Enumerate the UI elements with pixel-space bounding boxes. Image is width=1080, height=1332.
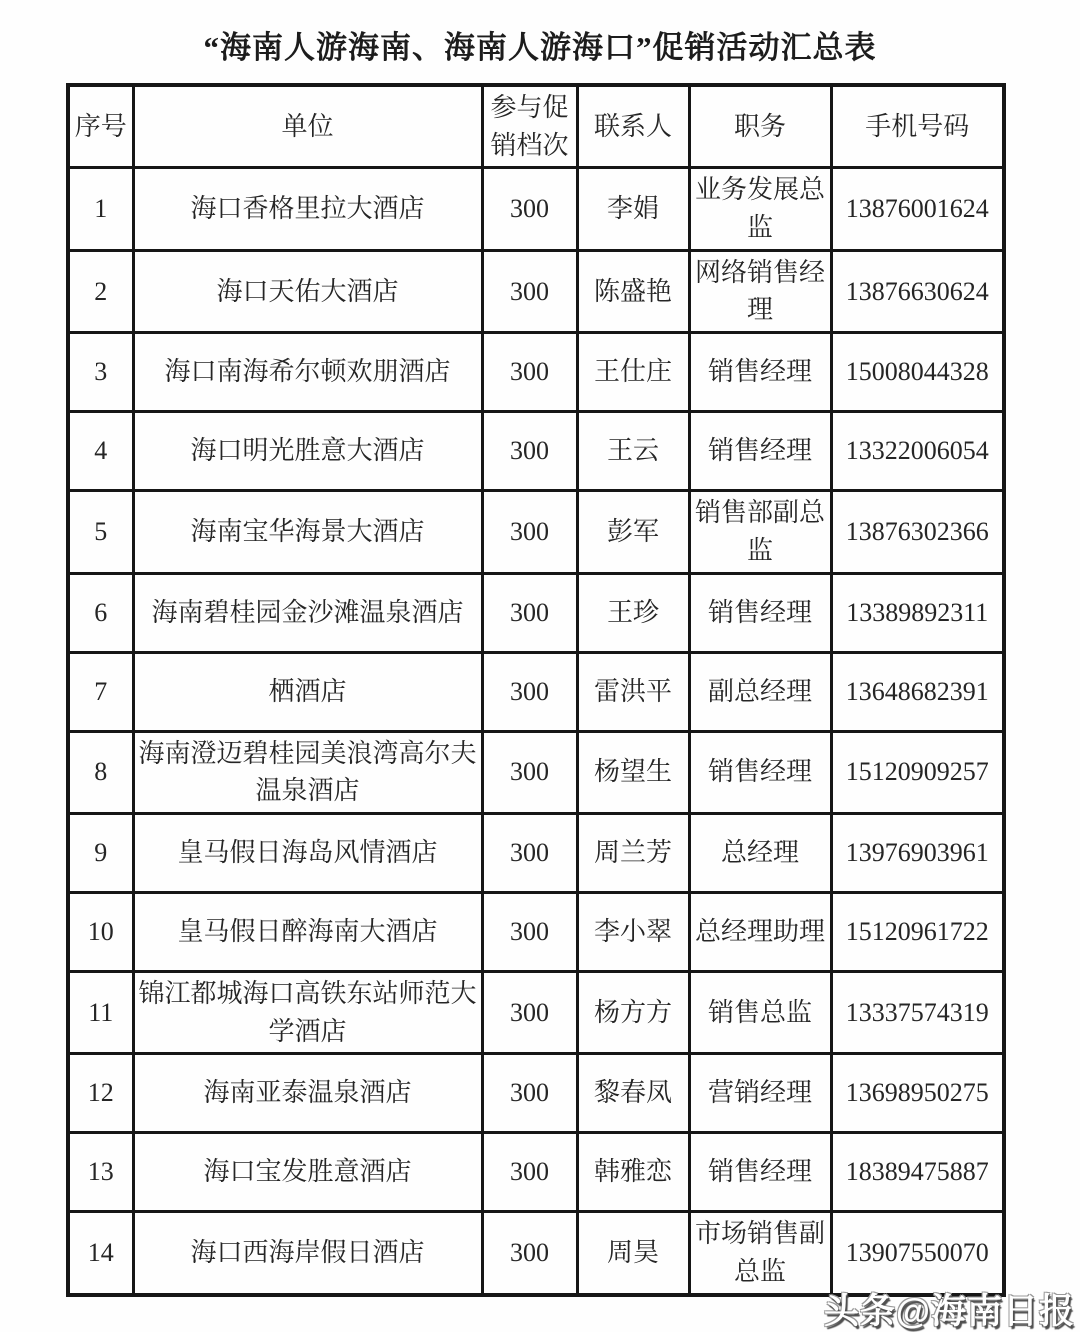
cell-tier: 300 (482, 971, 577, 1053)
header-unit: 单位 (133, 85, 482, 168)
cell-position: 总经理助理 (689, 892, 831, 971)
cell-phone: 15120909257 (831, 731, 1004, 813)
cell-unit: 栖酒店 (133, 652, 482, 731)
table-row (68, 1212, 1004, 1295)
cell-unit: 海南澄迈碧桂园美浪湾高尔夫温泉酒店 (133, 731, 482, 813)
table-row (68, 731, 1004, 813)
cell-seq: 14 (68, 1212, 133, 1295)
cell-seq: 6 (68, 573, 133, 652)
cell-phone: 13389892311 (831, 573, 1004, 652)
watermark: 头条@海南日报 (823, 1292, 1075, 1331)
cell-position: 总经理 (689, 813, 831, 892)
cell-contact: 韩雅恋 (577, 1133, 689, 1212)
cell-phone: 15008044328 (831, 333, 1004, 412)
cell-contact: 彭军 (577, 491, 689, 573)
cell-position: 销售部副总监 (689, 491, 831, 573)
cell-unit: 海口天佑大酒店 (133, 250, 482, 332)
cell-seq: 4 (68, 412, 133, 491)
cell-phone: 13876302366 (831, 491, 1004, 573)
cell-phone: 13337574319 (831, 971, 1004, 1053)
cell-tier: 300 (482, 412, 577, 491)
table-row (68, 333, 1004, 412)
cell-contact: 李娟 (577, 168, 689, 250)
table-row (68, 573, 1004, 652)
cell-seq: 2 (68, 250, 133, 332)
table-header-row (68, 85, 1004, 168)
cell-tier: 300 (482, 491, 577, 573)
cell-tier: 300 (482, 813, 577, 892)
cell-contact: 王仕庄 (577, 333, 689, 412)
header-seq: 序号 (68, 85, 133, 168)
cell-unit: 海口香格里拉大酒店 (133, 168, 482, 250)
cell-contact: 王云 (577, 412, 689, 491)
table-row (68, 1133, 1004, 1212)
cell-unit: 皇马假日醉海南大酒店 (133, 892, 482, 971)
cell-tier: 300 (482, 1133, 577, 1212)
cell-tier: 300 (482, 250, 577, 332)
cell-unit: 海口明光胜意大酒店 (133, 412, 482, 491)
table-row (68, 491, 1004, 573)
table-row (68, 652, 1004, 731)
cell-contact: 杨方方 (577, 971, 689, 1053)
cell-unit: 锦江都城海口高铁东站师范大学酒店 (133, 971, 482, 1053)
cell-tier: 300 (482, 168, 577, 250)
cell-position: 销售总监 (689, 971, 831, 1053)
cell-seq: 3 (68, 333, 133, 412)
cell-unit: 皇马假日海岛风情酒店 (133, 813, 482, 892)
cell-unit: 海口南海希尔顿欢朋酒店 (133, 333, 482, 412)
cell-position: 销售经理 (689, 333, 831, 412)
cell-phone: 18389475887 (831, 1133, 1004, 1212)
cell-contact: 李小翠 (577, 892, 689, 971)
header-position: 职务 (689, 85, 831, 168)
cell-phone: 15120961722 (831, 892, 1004, 971)
table-row (68, 168, 1004, 250)
cell-position: 业务发展总监 (689, 168, 831, 250)
cell-phone: 13876630624 (831, 250, 1004, 332)
cell-seq: 9 (68, 813, 133, 892)
page-title: “海南人游海南、海南人游海口”促销活动汇总表 (203, 30, 877, 65)
table-row (68, 892, 1004, 971)
cell-seq: 13 (68, 1133, 133, 1212)
cell-unit: 海南宝华海景大酒店 (133, 491, 482, 573)
header-tier: 参与促销档次 (482, 85, 577, 168)
table-row (68, 813, 1004, 892)
cell-position: 市场销售副总监 (689, 1212, 831, 1295)
cell-tier: 300 (482, 333, 577, 412)
table-body (68, 168, 1004, 1295)
cell-position: 销售经理 (689, 412, 831, 491)
cell-phone: 13322006054 (831, 412, 1004, 491)
promo-summary-table (66, 83, 1006, 1297)
cell-contact: 周昊 (577, 1212, 689, 1295)
cell-phone: 13876001624 (831, 168, 1004, 250)
cell-contact: 周兰芳 (577, 813, 689, 892)
cell-unit: 海口宝发胜意酒店 (133, 1133, 482, 1212)
cell-seq: 12 (68, 1054, 133, 1133)
cell-position: 副总经理 (689, 652, 831, 731)
cell-tier: 300 (482, 573, 577, 652)
cell-position: 销售经理 (689, 573, 831, 652)
cell-seq: 10 (68, 892, 133, 971)
cell-seq: 8 (68, 731, 133, 813)
cell-tier: 300 (482, 652, 577, 731)
cell-tier: 300 (482, 892, 577, 971)
cell-tier: 300 (482, 731, 577, 813)
cell-contact: 陈盛艳 (577, 250, 689, 332)
cell-phone: 13698950275 (831, 1054, 1004, 1133)
cell-seq: 11 (68, 971, 133, 1053)
cell-tier: 300 (482, 1054, 577, 1133)
table-row (68, 1054, 1004, 1133)
cell-position: 营销经理 (689, 1054, 831, 1133)
cell-contact: 王珍 (577, 573, 689, 652)
cell-seq: 1 (68, 168, 133, 250)
header-phone: 手机号码 (831, 85, 1004, 168)
cell-phone: 13648682391 (831, 652, 1004, 731)
cell-phone: 13976903961 (831, 813, 1004, 892)
table-row (68, 412, 1004, 491)
cell-position: 网络销售经理 (689, 250, 831, 332)
cell-unit: 海南碧桂园金沙滩温泉酒店 (133, 573, 482, 652)
cell-phone: 13907550070 (831, 1212, 1004, 1295)
header-contact: 联系人 (577, 85, 689, 168)
cell-contact: 杨望生 (577, 731, 689, 813)
cell-position: 销售经理 (689, 1133, 831, 1212)
cell-unit: 海口西海岸假日酒店 (133, 1212, 482, 1295)
cell-contact: 黎春凤 (577, 1054, 689, 1133)
cell-position: 销售经理 (689, 731, 831, 813)
cell-unit: 海南亚泰温泉酒店 (133, 1054, 482, 1133)
cell-seq: 7 (68, 652, 133, 731)
cell-seq: 5 (68, 491, 133, 573)
table-row (68, 250, 1004, 332)
table-row (68, 971, 1004, 1053)
cell-tier: 300 (482, 1212, 577, 1295)
cell-contact: 雷洪平 (577, 652, 689, 731)
